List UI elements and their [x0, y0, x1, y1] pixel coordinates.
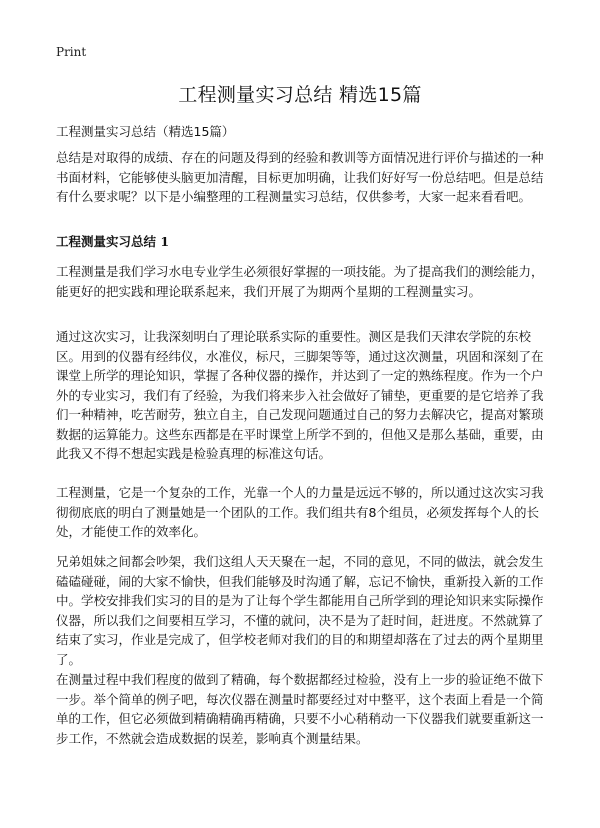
body-paragraph: 兄弟姐妹之间都会吵架，我们这组人天天聚在一起，不同的意见，不同的做法，就会发生磕磕碰碰，闹的大家不愉快，但我们能够及时沟通了解，忘记不愉快，重新投入新的工作中。学校安排我们实习的目的是为了让每个学生都能用自己所学到的理论知识来实际操作仪器，所以我们之间要相互学习，不懂的就问，决不是为了赶时间，赶进度。不然就算了结束了实习，作业是完成了，但学校老师对我们的目的和期望却落在了过去的两个星期里了。 — [56, 554, 544, 667]
print-link[interactable]: Print — [56, 45, 87, 59]
section-heading: 工程测量实习总结 1 — [56, 234, 170, 249]
body-paragraph: 通过这次实习，让我深刻明白了理论联系实际的重要性。测区是我们天津农学院的东校区。用到的仪器有经纬仪，水准仪，标尺，三脚架等等，通过这次测量，巩固和深刻了在课堂上所学的理论知识，掌握了各种仪器的操作，并达到了一定的熟练程度。作为一个户外的专业实习，我们有了经验，为我们将来步入社会做好了铺垫，更重要的是它培养了我们一种精神，吃苦耐劳，独立自主，自己发现问题通过自己的努力去解决它，提高对繁琐数据的运算能力。这些东西都是在平时课堂上所学不到的，但他又是那么基础，重要，由此我又不得不想起实践是检验真理的标准这句话。 — [56, 329, 544, 461]
intro-paragraph: 总结是对取得的成绩、存在的问题及得到的经验和教训等方面情况进行评价与描述的一种书面材料，它能够使头脑更加清醒，目标更加明确，让我们好好写一份总结吧。但是总结有什么要求呢？以下是小编整理的工程测量实习总结，仅供参考，大家一起来看看吧。 — [56, 150, 544, 204]
body-paragraph: 工程测量，它是一个复杂的工作，光靠一个人的力量是远远不够的，所以通过这次实习我彻彻底底的明白了测量她是一个团队的工作。我们组共有8个组员，必须发挥每个人的长处，才能使工作的效率化。 — [56, 485, 544, 539]
document-subtitle: 工程测量实习总结（精选15篇） — [56, 124, 235, 139]
page-title: 工程测量实习总结 精选15篇 — [178, 84, 422, 106]
body-paragraph: 在测量过程中我们程度的做到了精确，每个数据都经过检验，没有上一步的验证绝不做下一步。举个简单的例子吧，每次仪器在测量时都要经过对中整平，这个表面上看是一个简单的工作，但它必须做到精确精确再精确，只要不小心稍稍动一下仪器我们就要重新这一步工作，不然就会造成数据的误差，影响真个测量结果。 — [56, 672, 544, 746]
body-paragraph: 工程测量是我们学习水电专业学生必须很好掌握的一项技能。为了提高我们的测绘能力，能更好的把实践和理论联系起来，我们开展了为期两个星期的工程测量实习。 — [56, 264, 544, 299]
